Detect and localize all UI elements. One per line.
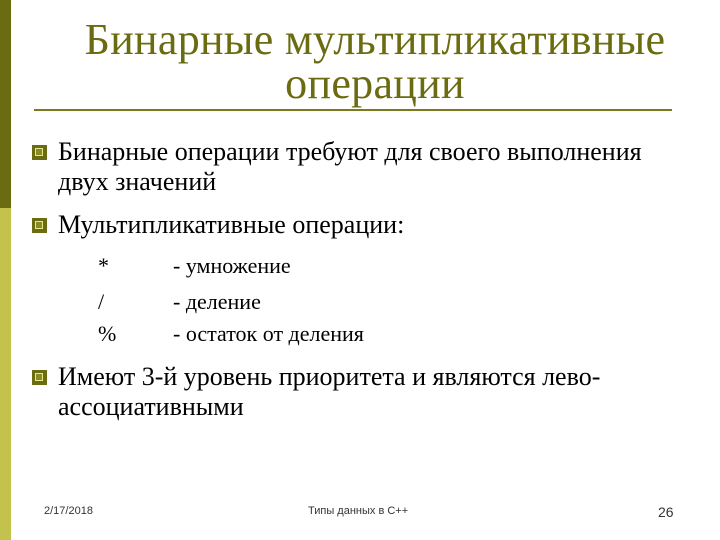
bullet-1-line-2: двух значений	[58, 167, 217, 196]
operator-description: - умножение	[173, 253, 291, 278]
bullet-item-1	[58, 137, 708, 197]
left-accent-bar-light	[0, 208, 11, 540]
slide-title	[30, 15, 720, 108]
square-bullet-icon	[32, 145, 47, 160]
title-underline	[34, 109, 672, 111]
bullet-3-line-1: Имеют 3-й уровень приоритета и являются лево-	[58, 362, 601, 391]
slide-title-line-1: Бинарные мультипликативные	[84, 15, 666, 64]
bullet-item-2	[58, 210, 708, 240]
page-number: 26	[658, 504, 674, 520]
footer-title: Типы данных в С++	[308, 505, 409, 517]
operator-symbol: *	[98, 253, 109, 278]
slide-title-line-2: операции	[285, 59, 465, 108]
bullet-1-line-1: Бинарные операции требуют для своего выполнения	[58, 137, 642, 166]
operator-description: - деление	[173, 289, 261, 314]
operator-symbol: /	[98, 289, 105, 314]
bullet-item-3	[58, 362, 708, 422]
left-accent-bar-dark	[0, 0, 11, 208]
footer-date: 2/17/2018	[44, 505, 93, 517]
square-bullet-icon	[32, 370, 47, 385]
bullet-2-line-1: Мультипликативные операции:	[58, 210, 405, 239]
operator-description: - остаток от деления	[173, 321, 364, 346]
square-bullet-icon	[32, 218, 47, 233]
operator-symbol: %	[98, 321, 117, 346]
bullet-3-line-2: ассоциативными	[58, 392, 244, 421]
